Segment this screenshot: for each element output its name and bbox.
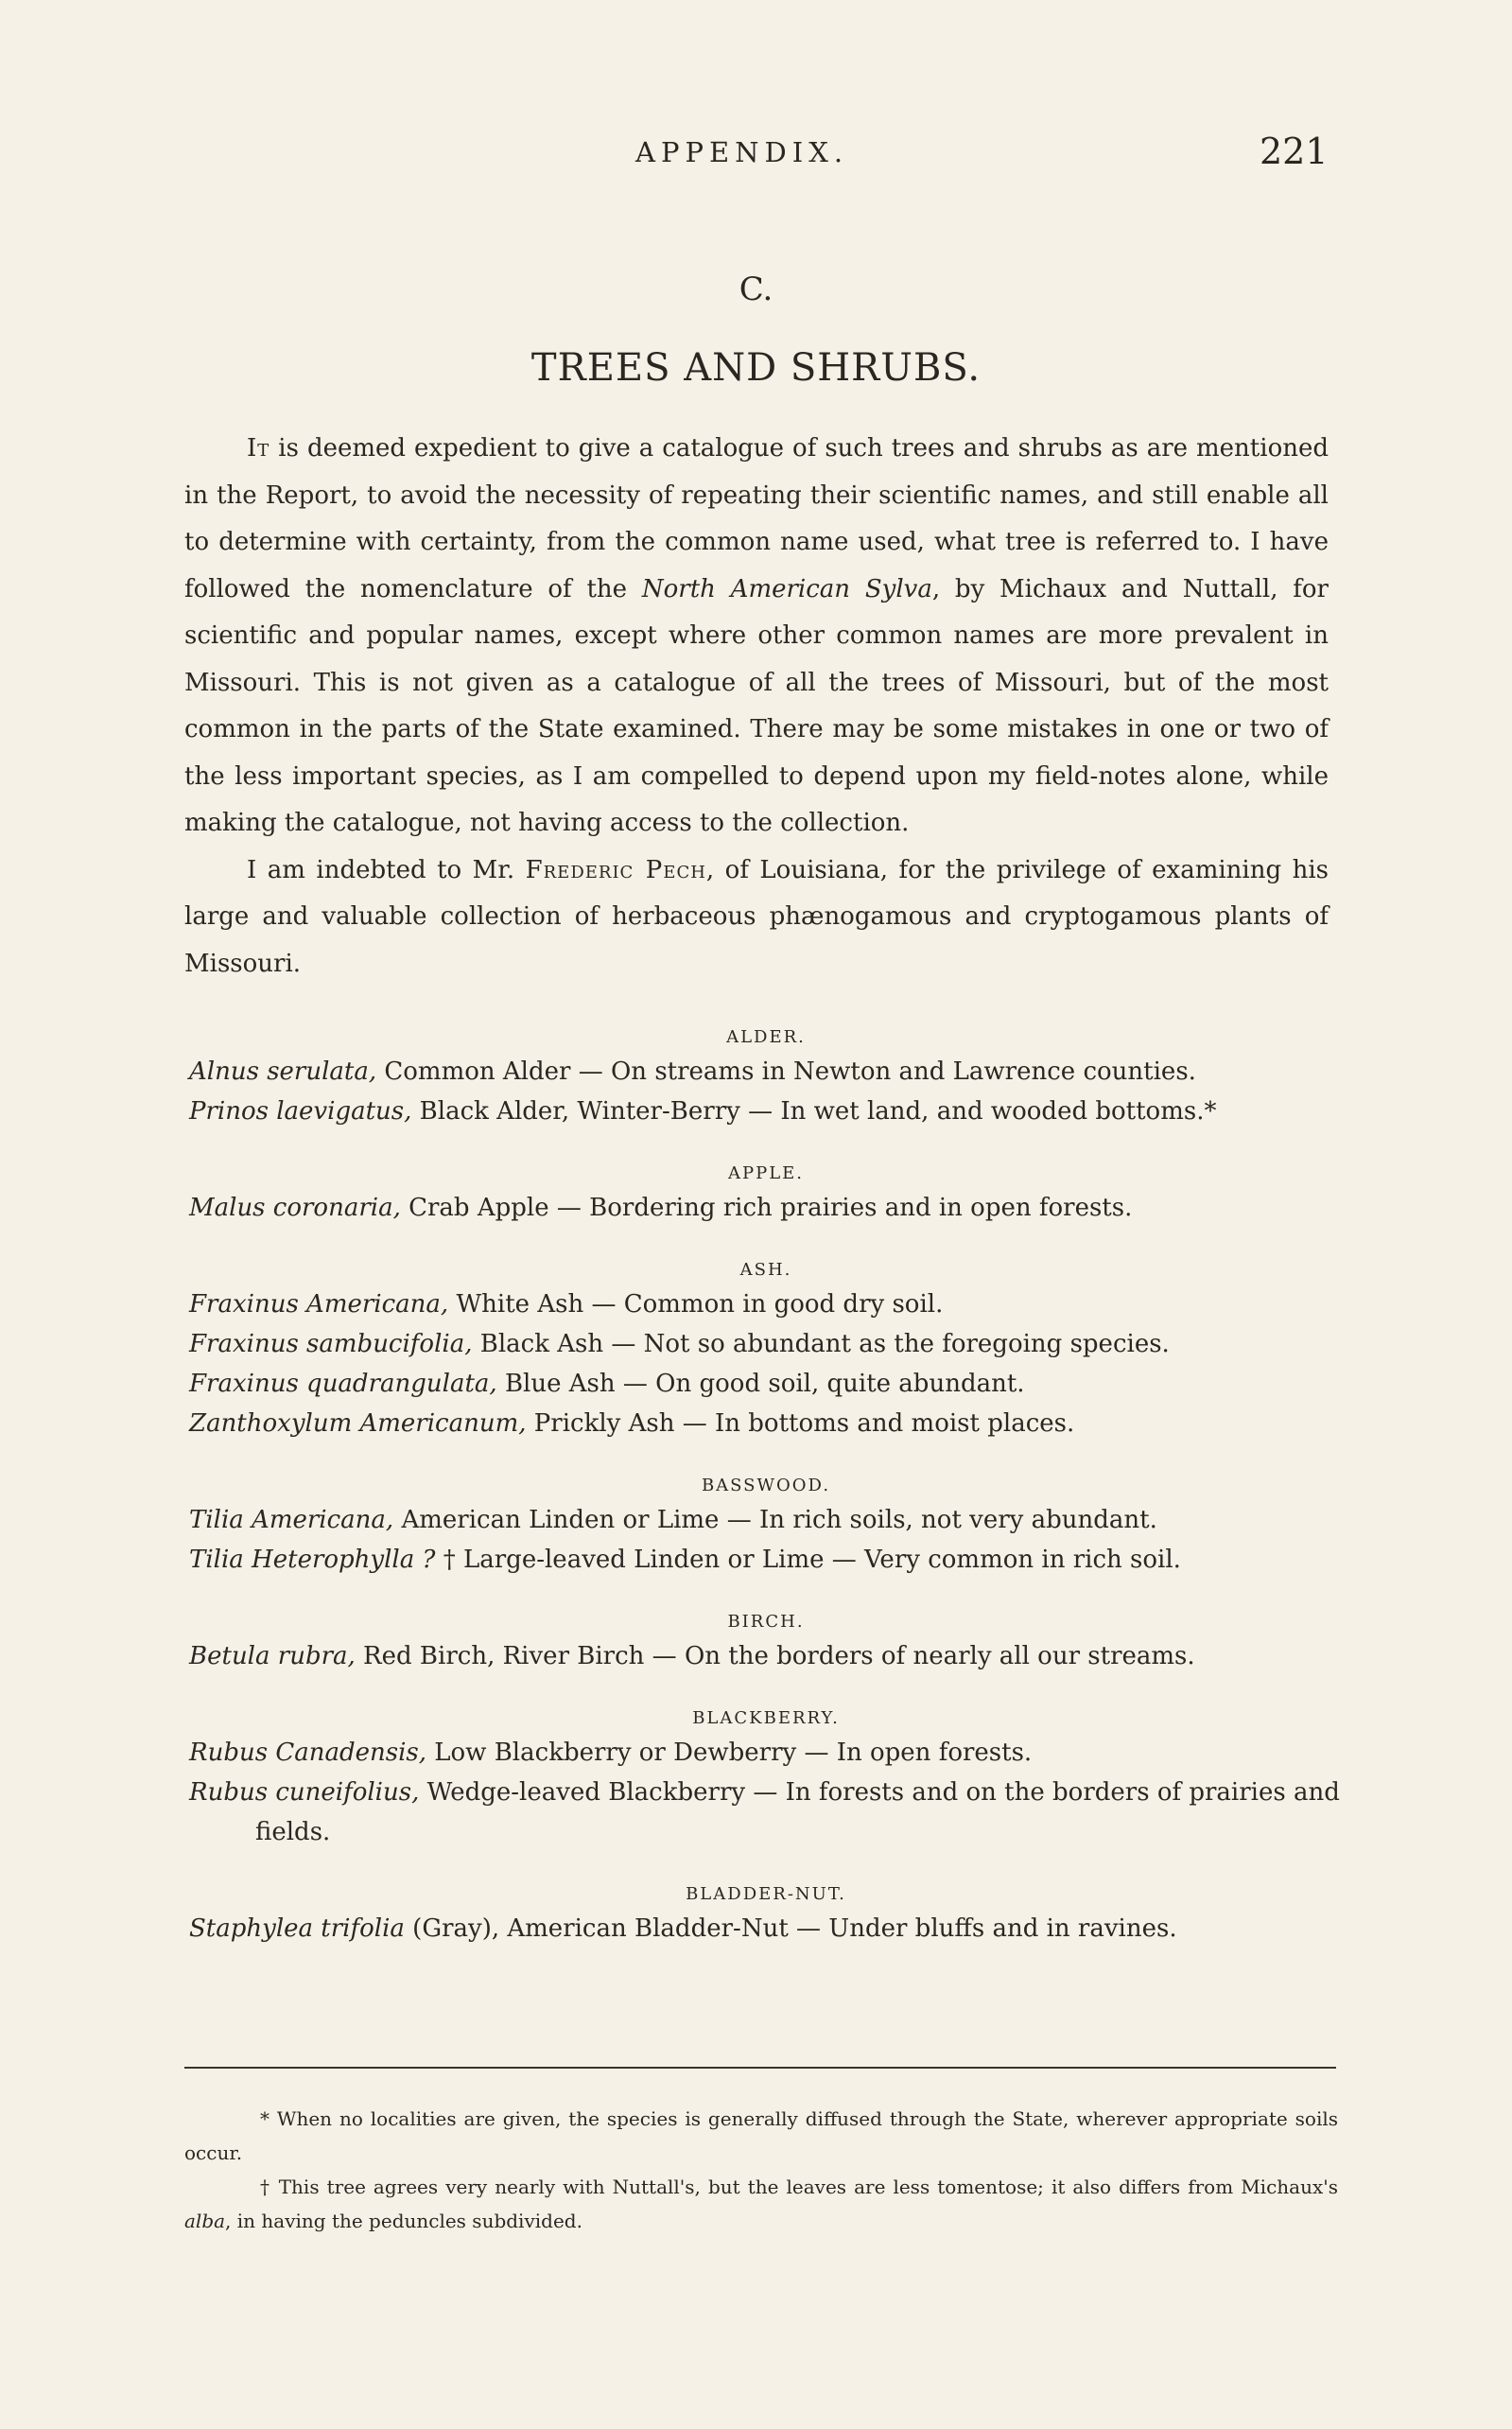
- running-title: APPENDIX.: [635, 136, 849, 168]
- section-letter: C.: [739, 271, 773, 308]
- footnote-text-segment: † This tree agrees very nearly with Nuttall's, but the leaves are less tomentose; it also differs from Michaux's: [260, 2176, 1338, 2198]
- footnote-text-segment: , in having the peduncles subdivided.: [225, 2210, 582, 2232]
- intro-text: [184, 426, 1329, 987]
- intro-text-segment: is deemed expedient to give a catalogue of such trees and shrubs as are mentioned in the Report, to avoid the necessity of repeating their scientific names, and still enable all to determine with certainty, from the common name used, what tree is referred to. I have followed the nomenclature of the: [184, 434, 1329, 603]
- catalogue-entry: [189, 1052, 1343, 1092]
- scientific-name: Betula rubra,: [189, 1642, 356, 1670]
- scientific-name: Alnus serulata,: [189, 1057, 377, 1086]
- catalogue-entry: [189, 1324, 1343, 1364]
- catalogue-entry: [189, 1773, 1343, 1852]
- catalogue-entry: [189, 1284, 1343, 1324]
- entry-description: American Linden or Lime — In rich soils, not very abundant.: [393, 1506, 1157, 1534]
- footnote-rule: [184, 2067, 1336, 2069]
- category-heading: APPLE.: [727, 1163, 805, 1183]
- footnote-1: * When no localities are given, the species is generally diffused through the State, wherever appropriate soils occur.: [184, 2107, 1338, 2164]
- entry-description: Low Blackberry or Dewberry — In open forests.: [426, 1739, 1033, 1767]
- entry-description: (Gray), American Bladder-Nut — Under bluffs and in ravines.: [404, 1914, 1177, 1943]
- catalogue-entry: [189, 1909, 1343, 1948]
- category-heading: BLADDER-NUT.: [686, 1884, 846, 1904]
- catalogue-entry: [189, 1636, 1343, 1676]
- intro-paragraph-1: [184, 426, 1329, 848]
- scientific-name: Malus coronaria,: [189, 1194, 401, 1222]
- footnote-italic: alba: [184, 2210, 226, 2232]
- entry-description: Blue Ash — On good soil, quite abundant.: [496, 1370, 1025, 1398]
- catalogue-entry: [189, 1404, 1343, 1443]
- entry-description: Prickly Ash — In bottoms and moist places.: [526, 1409, 1075, 1438]
- catalogue-entry: [189, 1733, 1343, 1773]
- intro-text-segment: , of Louisiana, for the privilege of examining his large and valuable collection of herbaceous phænogamous and cryptogamous plants of Missouri.: [184, 855, 1329, 978]
- category-heading: ALDER.: [726, 1027, 806, 1047]
- scientific-name: Rubus Canadensis,: [189, 1739, 426, 1767]
- footnote-2: [184, 2170, 1338, 2238]
- section-title: TREES AND SHRUBS.: [530, 346, 982, 390]
- catalogue: [189, 1023, 1343, 1948]
- footnotes: [184, 2102, 1338, 2238]
- running-head: [0, 131, 1512, 187]
- scientific-name: Zanthoxylum Americanum,: [189, 1409, 527, 1438]
- lead-word: It: [247, 434, 270, 463]
- book-title: North American Sylva: [641, 574, 932, 603]
- entry-description: Common Alder — On streams in Newton and Lawrence counties.: [376, 1057, 1196, 1086]
- entry-description: Wedge-leaved Blackberry — In forests and on the borders of prairies and fields.: [255, 1778, 1340, 1846]
- page-number: 221: [1260, 131, 1329, 172]
- entry-description: White Ash — Common in good dry soil.: [448, 1290, 944, 1319]
- entry-description: Black Ash — Not so abundant as the foregoing species.: [472, 1330, 1170, 1358]
- category-heading: BASSWOOD.: [701, 1476, 831, 1495]
- scientific-name: Fraxinus sambucifolia,: [189, 1330, 473, 1358]
- scientific-name: Rubus cuneifolius,: [189, 1778, 420, 1807]
- catalogue-entry: [189, 1188, 1343, 1228]
- intro-text-segment: , by Michaux and Nuttall, for scientific and popular names, except where other common names are more prevalent in Missouri. This is not given as a catalogue of all the trees of Missouri, but of the most common in the parts of the State examined. There may be some mistakes in one or two of the less important species, as I am compelled to depend upon my field-notes alone, while making the catalogue, not having access to the collection.: [184, 574, 1329, 837]
- intro-paragraph-2: [184, 848, 1329, 988]
- catalogue-entry: [189, 1364, 1343, 1404]
- category-heading: BLACKBERRY.: [692, 1708, 840, 1728]
- scientific-name: Prinos laevigatus,: [189, 1097, 412, 1126]
- category-heading: ASH.: [739, 1260, 792, 1280]
- catalogue-entry: [189, 1500, 1343, 1540]
- scientific-name: Staphylea trifolia: [189, 1914, 405, 1943]
- entry-description: Black Alder, Winter-Berry — In wet land, and wooded bottoms.*: [411, 1097, 1217, 1126]
- scientific-name: Fraxinus quadrangulata,: [189, 1370, 497, 1398]
- entry-description: † Large-leaved Linden or Lime — Very common in rich soil.: [435, 1546, 1181, 1574]
- scientific-name: Fraxinus Americana,: [189, 1290, 449, 1319]
- entry-description: Crab Apple — Bordering rich prairies and in open forests.: [400, 1194, 1133, 1222]
- intro-text-segment: I am indebted to Mr.: [247, 855, 526, 884]
- person-name: Frederic Pech: [525, 855, 706, 884]
- category-heading: BIRCH.: [727, 1612, 805, 1632]
- catalogue-entry: [189, 1540, 1343, 1580]
- scientific-name: Tilia Heterophylla ?: [189, 1546, 436, 1574]
- entry-description: Red Birch, River Birch — On the borders of nearly all our streams.: [355, 1642, 1195, 1670]
- catalogue-entry: [189, 1092, 1343, 1131]
- scientific-name: Tilia Americana,: [189, 1506, 394, 1534]
